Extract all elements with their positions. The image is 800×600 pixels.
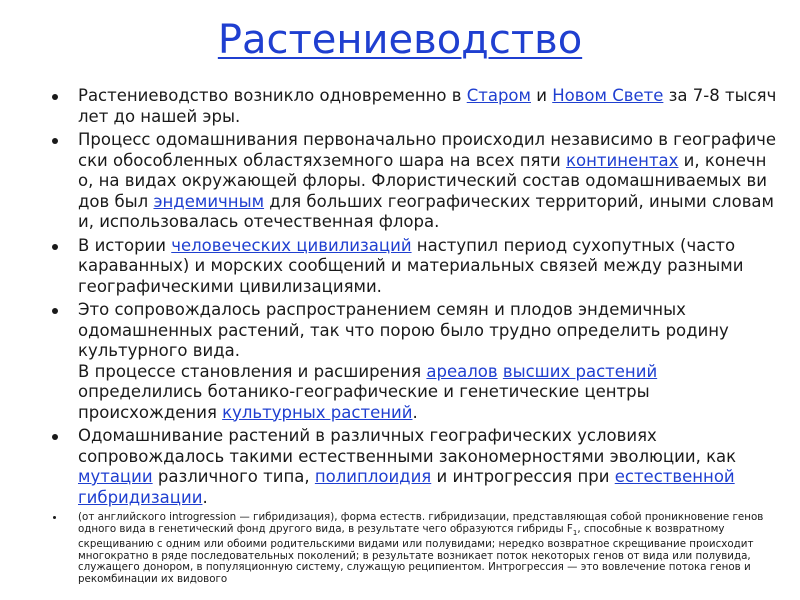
bullet-text: . (202, 487, 208, 507)
link-polyploidy[interactable]: полиплоидия (314, 467, 432, 486)
link-endemic[interactable]: эндемичным (153, 191, 265, 211)
bullet-text: различного типа, (152, 467, 315, 486)
link-old-world[interactable]: Старом (466, 86, 531, 105)
bullet-text: определились ботанико-географические и генетические центры происхождения (78, 382, 650, 422)
bullet-text: Процесс одомашнивания первоначально происходил независимо в географически обособленных областяхземного шара на всех пяти (78, 130, 777, 170)
bullet-text: Одомашнивание растений в различных географических условиях сопровождалось такими естественными закономерностями эволюции, как (78, 426, 737, 466)
footnote-introgression (48, 512, 778, 586)
bullet-text: и (530, 86, 553, 105)
bullet-text: наступил период сухопутных (часто караванных) и морских сообщений и материальных связей между разными географическими цивилизациями. (78, 235, 744, 296)
link-higher-plants[interactable]: высших растений (502, 361, 658, 381)
bullet-text: . (412, 402, 418, 422)
link-new-world[interactable]: Новом Свете (552, 86, 664, 105)
bullet-text: В процессе становления и расширения (78, 361, 427, 381)
footnote-text: , способные к возвратному скрещиванию с одним или обоими родительскими видами или полувидами; нередко возвратное скрещивание происходит многократно в ряде последовательных поколений; в результате возникает поток некоторых генов от вида или полувида, служащего донором, в популяционную систему, служащую реципиентом. Интрогрессия — это вовлечение потока генов и рекомбинации их видового (78, 522, 754, 586)
link-natural-hybridization[interactable]: естественной гибридизации (78, 467, 735, 507)
link-mutations[interactable]: мутации (78, 467, 153, 486)
bullet-domestication (48, 130, 778, 233)
link-areals[interactable]: ареалов (426, 361, 498, 381)
link-human-civilizations[interactable]: человеческих цивилизаций (171, 235, 412, 255)
bullet-text: за 7-8 тысяч лет до нашей эры. (78, 86, 777, 126)
footnote-subscript: 1 (572, 528, 578, 537)
bullet-spread (48, 300, 778, 423)
bullet-text: для больших географических территорий, иными словами, использовалась отечественная флора. (78, 191, 774, 231)
bullet-text: В истории (78, 235, 172, 255)
bullet-civilizations (48, 236, 778, 298)
bullet-text: Растениеводство возникло одновременно в (78, 86, 467, 105)
bullet-list (48, 86, 778, 589)
bullet-text: и, конечно, на видах окружающей флоры. Флористический состав одомашниваемых видов был (78, 150, 767, 211)
footnote-text: (от английского introgression — гибридизация), форма естеств. гибридизации, представляющая собой проникновение генов одного вида в генетический фонд другого вида, в результате чего образуются гибриды F (78, 511, 764, 535)
bullet-evolution (48, 426, 778, 508)
slide-title: Растениеводство (217, 17, 583, 63)
bullet-origin (48, 86, 778, 127)
link-continents[interactable]: континентах (566, 150, 679, 170)
bullet-text: и интрогрессия при (431, 467, 615, 486)
link-cultivated-plants[interactable]: культурных растений (222, 402, 413, 422)
bullet-text: Это сопровождалось распространением семян и плодов эндемичных одомашненных растений, так что порою было трудно определить родину культурного вида. (78, 300, 729, 360)
